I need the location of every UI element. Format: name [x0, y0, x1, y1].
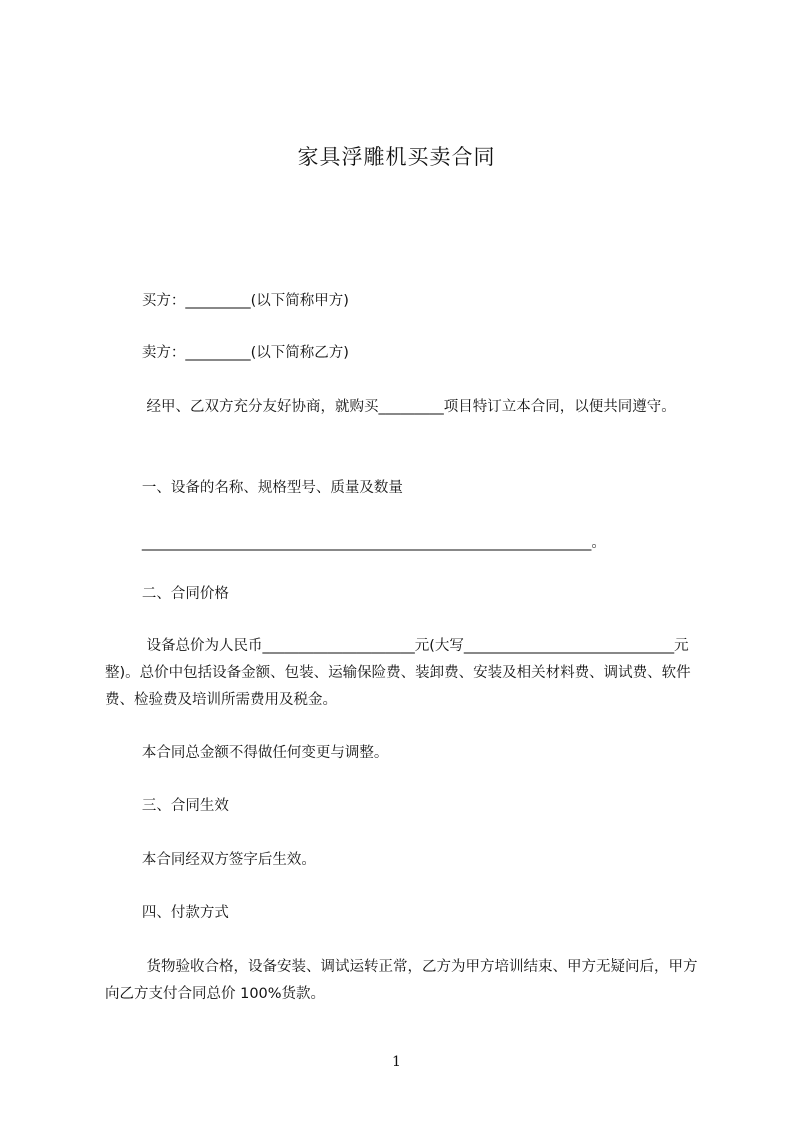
section-heading-equipment: 一、设备的名称、规格型号、质量及数量: [105, 480, 403, 496]
document-title: 家具浮雕机买卖合同: [297, 145, 496, 169]
effect-paragraph: 本合同经双方签字后生效。: [105, 852, 316, 868]
preamble-paragraph: 经甲、乙双方充分友好协商，就购买_________项目特订立本合同，以便共同遵守。: [105, 399, 676, 415]
section-heading-price: 二、合同价格: [105, 586, 229, 602]
price-paragraph: 设备总价为人民币_____________________元(大写_____________________________元整)。总价中包括设备金额、包装、运输保险费、装卸费、安装及相关材料费、调试费、软件费、检验费及培训所需费用及税金。: [105, 638, 691, 708]
section-heading-effect: 三、合同生效: [105, 798, 229, 814]
section-heading-payment: 四、付款方式: [105, 905, 229, 921]
price-fixed-paragraph: 本合同总金额不得做任何变更与调整。: [105, 745, 389, 761]
seller-line: 卖方：_________(以下简称乙方): [105, 345, 349, 361]
buyer-line: 买方：_________(以下简称甲方): [105, 293, 349, 309]
equipment-blank-line: ______________________________________________________________。: [105, 535, 606, 551]
payment-paragraph: 货物验收合格，设备安装、调试运转正常，乙方为甲方培训结束、甲方无疑问后，甲方向乙方支付合同总价 100%货款。: [105, 959, 698, 1002]
page-number: 1: [392, 1054, 401, 1070]
